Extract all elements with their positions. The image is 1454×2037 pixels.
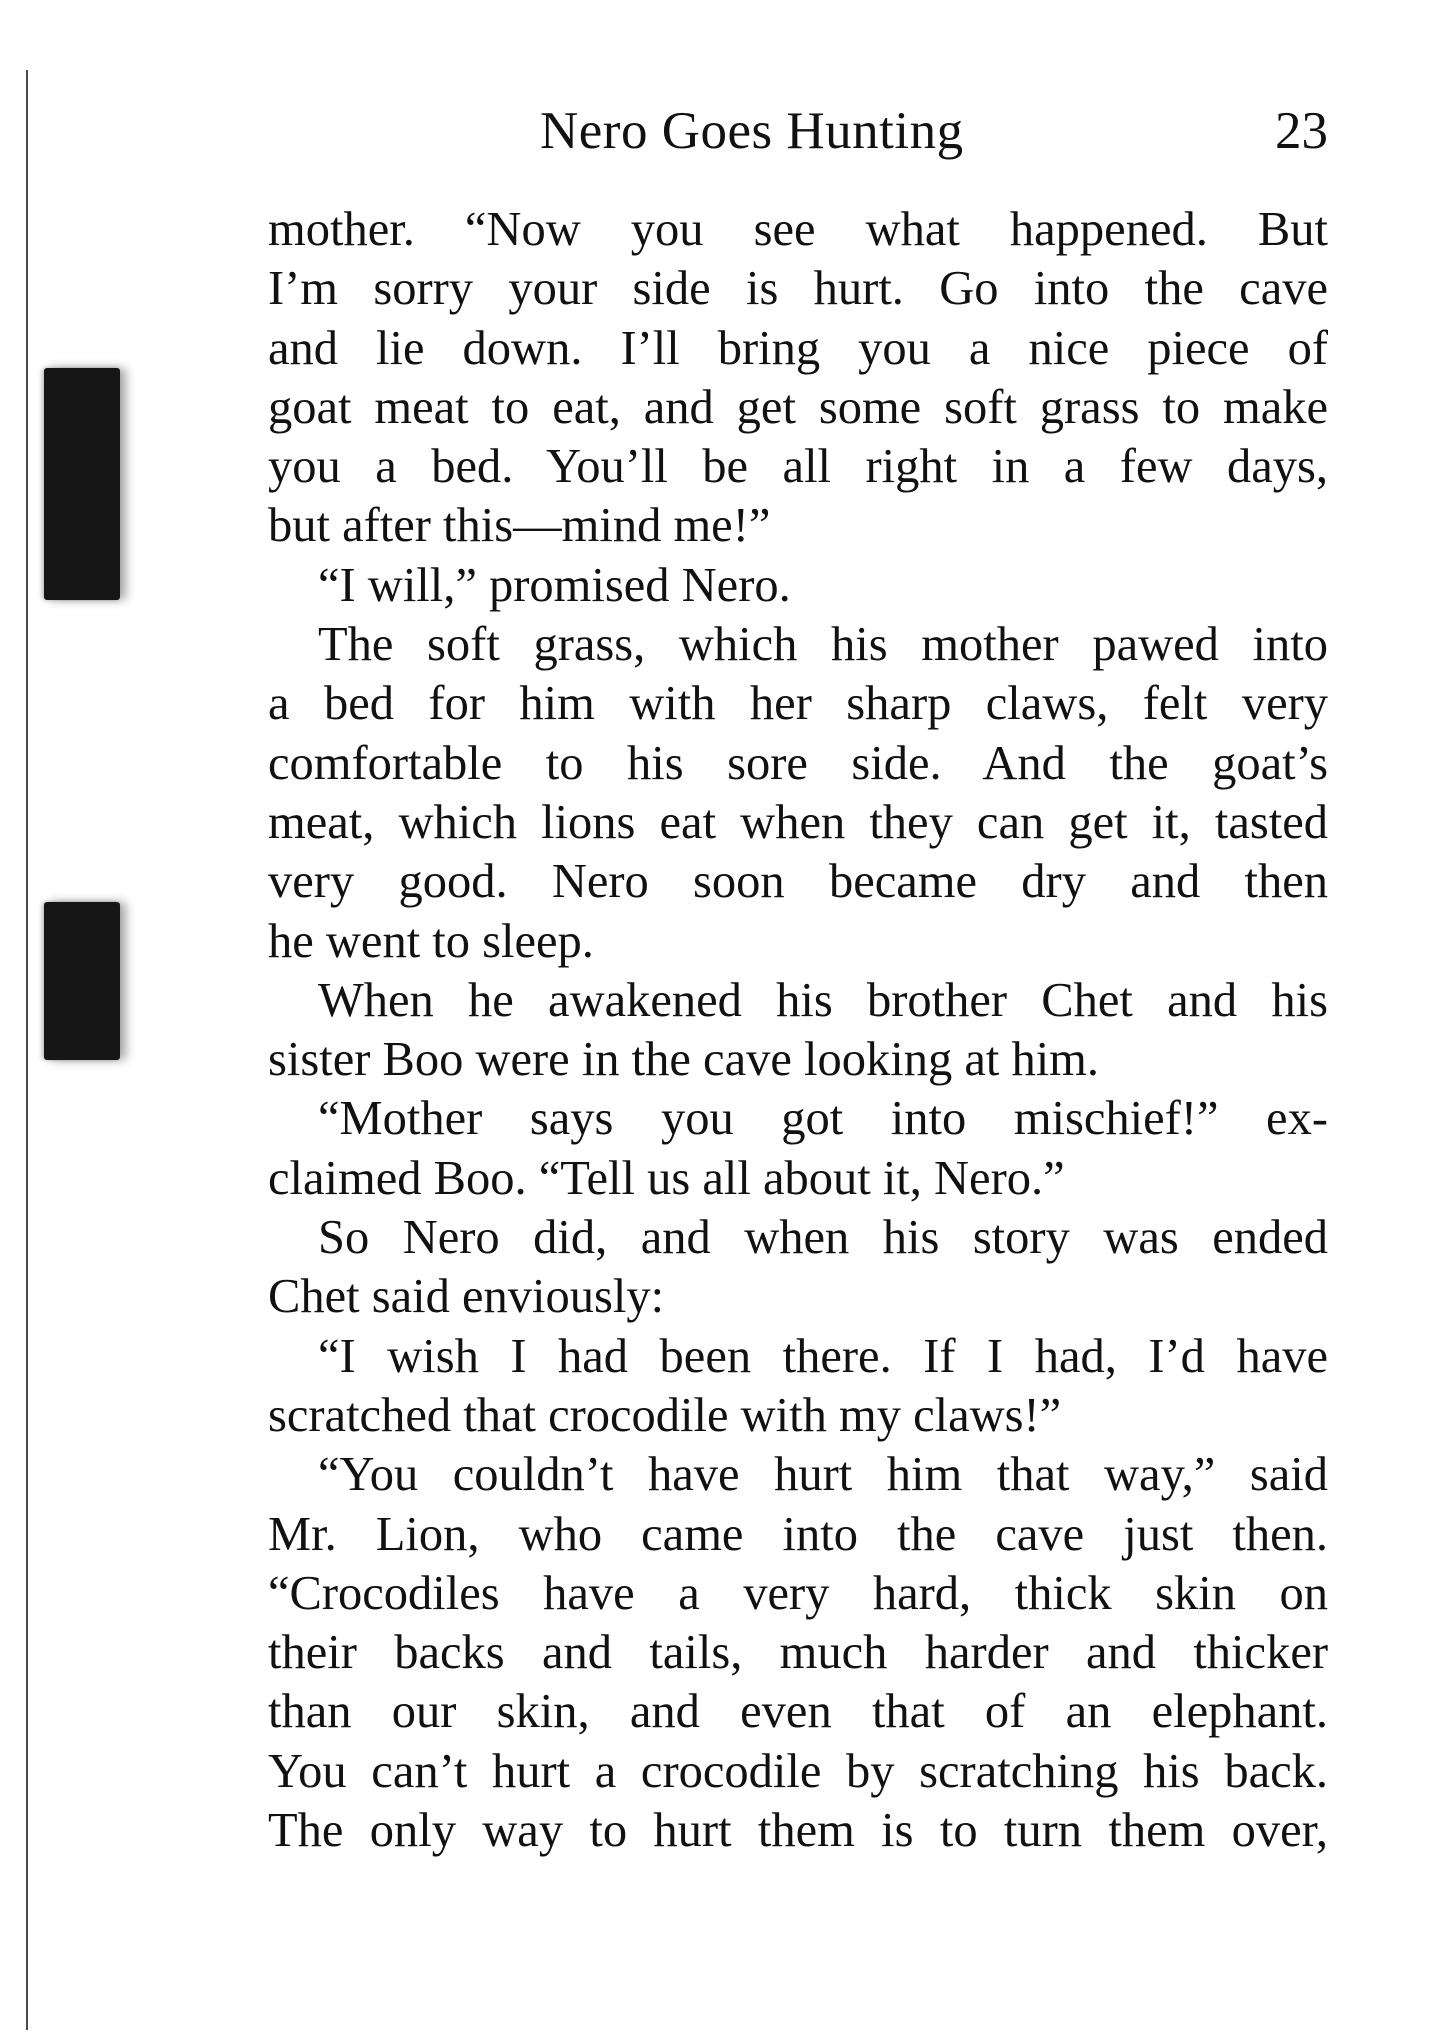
text-line: I’m sorry your side is hurt. Go into the cave: [268, 262, 1328, 316]
scan-shadow-mark: [44, 902, 120, 1060]
text-line: “I wish I had been there. If I had, I’d have: [318, 1329, 1328, 1383]
text-line: and lie down. I’ll bring you a nice piece of: [268, 321, 1328, 375]
text-line: scratched that crocodile with my claws!”: [268, 1388, 1062, 1442]
text-line: comfortable to his sore side. And the goat’s: [268, 736, 1328, 790]
text-line: meat, which lions eat when they can get it, tasted: [268, 795, 1328, 849]
text-line: The soft grass, which his mother pawed into: [318, 618, 1328, 672]
text-line: Mr. Lion, who came into the cave just then.: [268, 1507, 1328, 1561]
text-line: a bed for him with her sharp claws, felt very: [268, 677, 1328, 731]
text-line: Chet said enviously:: [268, 1270, 665, 1324]
text-line: “Crocodiles have a very hard, thick skin on: [268, 1566, 1328, 1620]
text-line: but after this—mind me!”: [268, 499, 771, 553]
text-line: “Mother says you got into mischief!” ex-: [318, 1092, 1328, 1146]
page-body: [268, 200, 1328, 1860]
text-line: sister Boo were in the cave looking at him.: [268, 1033, 1100, 1087]
page-number: 23: [1275, 102, 1328, 160]
text-line: their backs and tails, much harder and thicker: [268, 1626, 1328, 1680]
text-line: “You couldn’t have hurt him that way,” said: [318, 1448, 1328, 1502]
text-line: very good. Nero soon became dry and then: [268, 855, 1328, 909]
text-line: You can’t hurt a crocodile by scratching his back.: [268, 1744, 1328, 1798]
text-line: The only way to hurt them is to turn them over,: [268, 1804, 1328, 1858]
text-line: mother. “Now you see what happened. But: [268, 203, 1328, 256]
page-header: [268, 98, 1328, 164]
page-gutter-line: [26, 70, 28, 2030]
text-line: you a bed. You’ll be all right in a few days,: [268, 440, 1328, 494]
text-line: So Nero did, and when his story was ended: [318, 1211, 1328, 1265]
text-line: than our skin, and even that of an elephant.: [268, 1685, 1328, 1739]
text-line: When he awakened his brother Chet and his: [318, 973, 1328, 1027]
text-line: goat meat to eat, and get some soft grass to make: [268, 380, 1328, 434]
text-line: claimed Boo. “Tell us all about it, Nero.”: [268, 1151, 1065, 1205]
running-title: Nero Goes Hunting: [540, 102, 964, 160]
text-line: he went to sleep.: [268, 914, 594, 968]
text-line: “I will,” promised Nero.: [318, 558, 791, 612]
scan-shadow-mark: [44, 368, 120, 600]
